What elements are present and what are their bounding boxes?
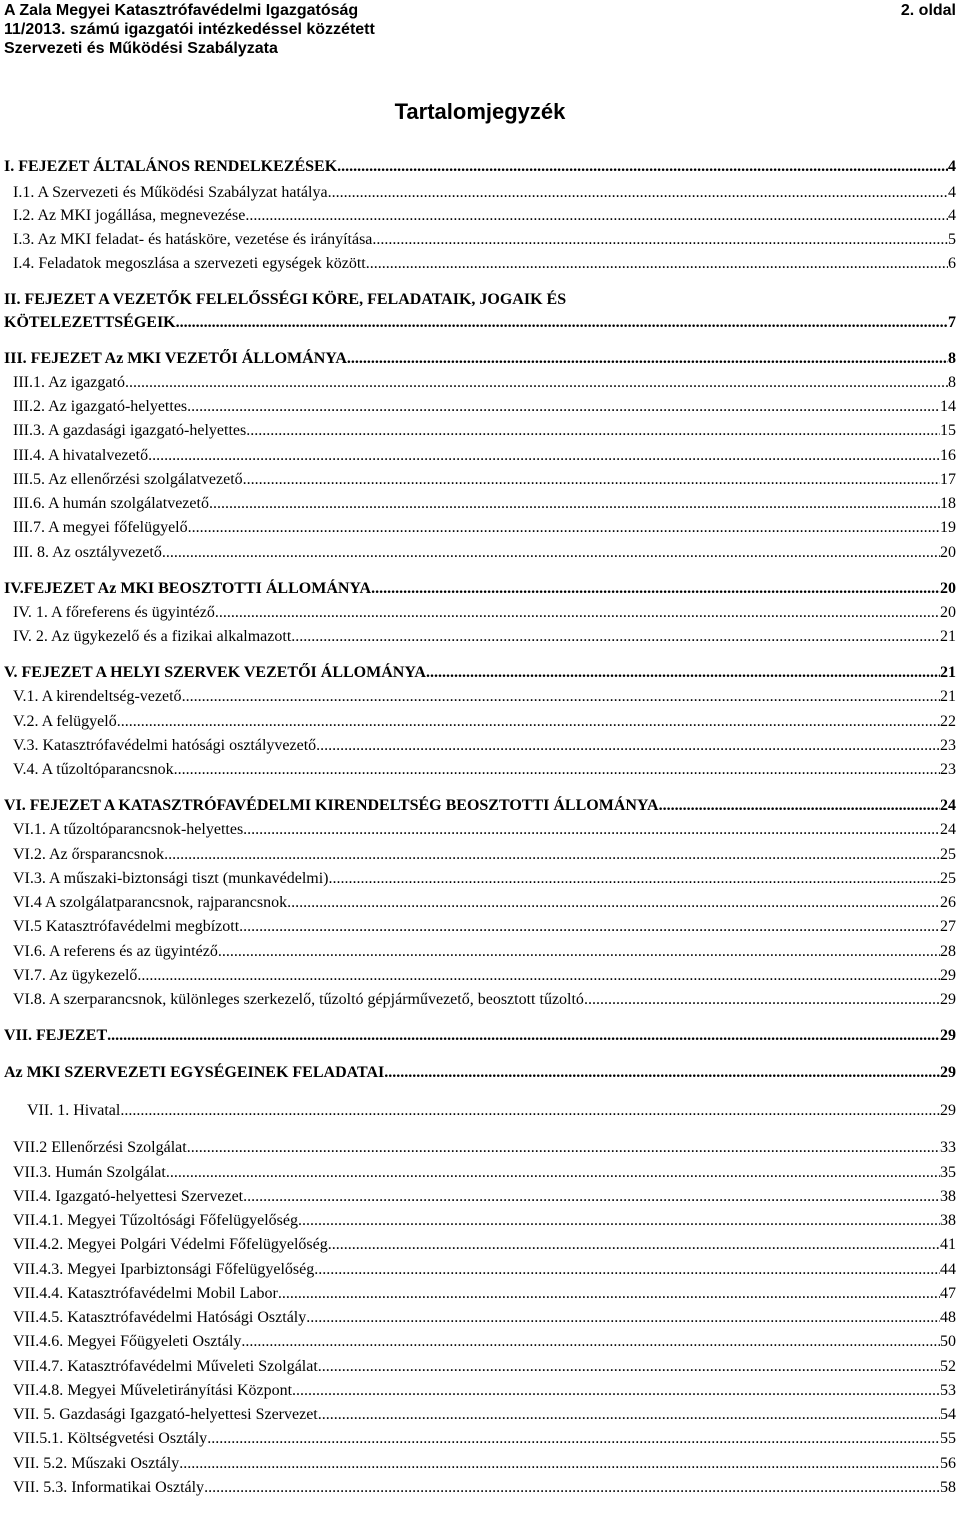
toc-entry-title: VII.4.5. Katasztrófavédelmi Hatósági Osztály bbox=[13, 1309, 307, 1326]
toc-dot-leader bbox=[166, 1162, 940, 1184]
toc-entry-page: 38 bbox=[940, 1212, 956, 1229]
toc-entry[interactable] bbox=[13, 1283, 956, 1305]
toc-entry-title: VII.2 Ellenőrzési Szolgálat bbox=[13, 1139, 187, 1156]
toc-entry-title: VI. FEJEZET A KATASZTRÓFAVÉDELMI KIRENDELTSÉG BEOSZTOTTI ÁLLOMÁNYA bbox=[4, 797, 659, 814]
toc-dot-leader bbox=[306, 1307, 940, 1329]
toc-entry-page: 24 bbox=[940, 821, 956, 838]
toc-entry-page: 29 bbox=[940, 1102, 956, 1119]
toc-entry-title: IV. 1. A főreferens és ügyintéző bbox=[13, 604, 215, 621]
toc-entry-page: 15 bbox=[940, 422, 956, 439]
toc-dot-leader bbox=[107, 1025, 940, 1047]
toc-entry-page: 20 bbox=[940, 580, 956, 597]
toc-entry-page: 14 bbox=[940, 398, 956, 415]
toc-entry-page: 54 bbox=[940, 1406, 956, 1423]
toc-entry[interactable] bbox=[13, 1380, 956, 1402]
header-institution: A Zala Megyei Katasztrófavédelmi Igazgatóság bbox=[4, 2, 359, 19]
toc-entry-page: 55 bbox=[940, 1430, 956, 1447]
toc-entry[interactable] bbox=[13, 626, 956, 648]
toc-entry[interactable] bbox=[13, 396, 956, 418]
header-decree: 11/2013. számú igazgatói intézkedéssel közzétett bbox=[4, 21, 375, 38]
toc-entry-page: 38 bbox=[940, 1188, 956, 1205]
toc-entry-page: 8 bbox=[948, 350, 956, 367]
toc-dot-leader bbox=[188, 517, 940, 539]
toc-dot-leader bbox=[384, 1062, 940, 1084]
toc-dot-leader bbox=[162, 542, 940, 564]
toc-entry-title: VII.4.4. Katasztrófavédelmi Mobil Labor bbox=[13, 1285, 278, 1302]
toc-entry[interactable] bbox=[13, 602, 956, 624]
toc-entry[interactable] bbox=[27, 1100, 956, 1122]
toc-entry-title: VII.4.8. Megyei Műveletirányítási Központ bbox=[13, 1382, 293, 1399]
toc-entry[interactable] bbox=[13, 989, 956, 1011]
toc-dot-leader bbox=[426, 662, 940, 684]
toc-dot-leader bbox=[337, 156, 948, 178]
toc-entry[interactable] bbox=[13, 892, 956, 914]
toc-entry[interactable] bbox=[13, 182, 956, 204]
toc-entry-title: VII. FEJEZET bbox=[4, 1027, 108, 1044]
toc-entry-title: VII.4. Igazgató-helyettesi Szervezet bbox=[13, 1188, 244, 1205]
toc-entry[interactable] bbox=[13, 1186, 956, 1208]
toc-entry[interactable] bbox=[13, 844, 956, 866]
toc-dot-leader bbox=[174, 759, 940, 781]
toc-entry-title: VII.4.3. Megyei Iparbiztonsági Főfelügyelőség bbox=[13, 1261, 315, 1278]
toc-entry-page: 27 bbox=[940, 918, 956, 935]
toc-dot-leader bbox=[164, 844, 940, 866]
toc-entry-title: IV. 2. Az ügykezelő és a fizikai alkalmazott bbox=[13, 628, 292, 645]
toc-entry-title: III. FEJEZET Az MKI VEZETŐI ÁLLOMÁNYA bbox=[4, 350, 347, 367]
toc-entry-page: 58 bbox=[940, 1479, 956, 1496]
toc-entry[interactable] bbox=[4, 795, 956, 817]
toc-entry-page: 8 bbox=[948, 374, 956, 391]
toc-entry-title: VI.7. Az ügykezelő bbox=[13, 967, 138, 984]
toc-entry[interactable] bbox=[13, 1477, 956, 1499]
toc-entry[interactable] bbox=[4, 662, 956, 684]
toc-entry[interactable] bbox=[13, 445, 956, 467]
toc-entry-title: III. 8. Az osztályvezető bbox=[13, 544, 162, 561]
toc-entry-title: I. FEJEZET ÁLTALÁNOS RENDELKEZÉSEK bbox=[4, 158, 338, 175]
toc-dot-leader bbox=[204, 1477, 940, 1499]
toc-dot-leader bbox=[278, 1283, 940, 1305]
toc-entry-page: 41 bbox=[940, 1236, 956, 1253]
toc-entry[interactable] bbox=[13, 1234, 956, 1256]
toc-entry-title: I.3. Az MKI feladat- és hatásköre, vezetése és irányítása bbox=[13, 231, 373, 248]
toc-entry-title: VI.1. A tűzoltóparancsnok-helyettes bbox=[13, 821, 244, 838]
toc-entry-page: 28 bbox=[940, 943, 956, 960]
toc-entry-title: Az MKI SZERVEZETI EGYSÉGEINEK FELADATAI bbox=[4, 1064, 385, 1081]
toc-dot-leader bbox=[366, 253, 948, 275]
toc-entry[interactable] bbox=[13, 420, 956, 442]
toc-dot-leader bbox=[241, 1331, 940, 1353]
toc-entry-title: VI.4 A szolgálatparancsnok, rajparancsnok bbox=[13, 894, 288, 911]
toc-dot-leader bbox=[291, 626, 940, 648]
toc-entry[interactable] bbox=[13, 1162, 956, 1184]
toc-entry-title: VII. 5.3. Informatikai Osztály bbox=[13, 1479, 205, 1496]
toc-entry-page: 48 bbox=[940, 1309, 956, 1326]
toc-entry-page: 35 bbox=[940, 1164, 956, 1181]
toc-entry-page: 5 bbox=[948, 231, 956, 248]
toc-entry[interactable] bbox=[13, 965, 956, 987]
toc-dot-leader bbox=[584, 989, 940, 1011]
toc-dot-leader bbox=[176, 312, 948, 334]
toc-entry-page: 4 bbox=[948, 207, 956, 224]
toc-entry[interactable] bbox=[13, 1137, 956, 1159]
toc-entry-title: VII. 5.2. Műszaki Osztály bbox=[13, 1455, 180, 1472]
toc-entry-title: III.2. Az igazgató-helyettes bbox=[13, 398, 188, 415]
toc-entry[interactable] bbox=[4, 156, 956, 178]
toc-dot-leader bbox=[245, 205, 948, 227]
toc-entry-page: 20 bbox=[940, 604, 956, 621]
toc-entry-page: 29 bbox=[940, 991, 956, 1008]
toc-entry-title: V.1. A kirendeltség-vezető bbox=[13, 688, 182, 705]
toc-entry-page: 56 bbox=[940, 1455, 956, 1472]
toc-entry[interactable] bbox=[13, 372, 956, 394]
toc-entry[interactable] bbox=[13, 711, 956, 733]
toc-entry-title: VI.2. Az őrsparancsnok bbox=[13, 846, 165, 863]
toc-dot-leader bbox=[207, 1428, 940, 1450]
toc-entry-page: 6 bbox=[948, 255, 956, 272]
page-header bbox=[0, 0, 960, 58]
toc-entry-title: VII.3. Humán Szolgálat bbox=[13, 1164, 166, 1181]
toc-entry-page: 16 bbox=[940, 447, 956, 464]
toc-entry-page: 20 bbox=[940, 544, 956, 561]
toc-entry-page: 22 bbox=[940, 713, 956, 730]
toc-entry[interactable] bbox=[13, 941, 956, 963]
toc-entry-title: III.7. A megyei főfelügyelő bbox=[13, 519, 188, 536]
toc-dot-leader bbox=[318, 1404, 940, 1426]
toc-entry[interactable] bbox=[4, 578, 956, 600]
toc-entry-page: 29 bbox=[940, 1064, 956, 1081]
toc-entry[interactable] bbox=[13, 1259, 956, 1281]
toc-dot-leader bbox=[372, 229, 948, 251]
toc-dot-leader bbox=[239, 916, 940, 938]
toc-entry[interactable] bbox=[13, 819, 956, 841]
toc-entry-page: 29 bbox=[940, 967, 956, 984]
toc-entry-page: 7 bbox=[948, 314, 956, 331]
toc-entry-page: 47 bbox=[940, 1285, 956, 1302]
toc-entry-page: 33 bbox=[940, 1139, 956, 1156]
toc-entry-title: VI.5 Katasztrófavédelmi megbízott bbox=[13, 918, 240, 935]
toc-entry-title: III.5. Az ellenőrzési szolgálatvezető bbox=[13, 471, 243, 488]
toc-entry-page: 26 bbox=[940, 894, 956, 911]
toc-dot-leader bbox=[117, 711, 940, 733]
toc-entry[interactable] bbox=[4, 1025, 956, 1047]
toc-entry-page: 21 bbox=[940, 688, 956, 705]
toc-entry-page: 17 bbox=[940, 471, 956, 488]
toc-entry[interactable] bbox=[4, 289, 956, 311]
toc-entry-page: 52 bbox=[940, 1358, 956, 1375]
toc-dot-leader bbox=[328, 182, 948, 204]
toc-dot-leader bbox=[371, 578, 940, 600]
header-page-number: 2. oldal bbox=[900, 2, 956, 19]
toc-entry-title: III.4. A hivatalvezető bbox=[13, 447, 149, 464]
toc-dot-leader bbox=[120, 1100, 940, 1122]
toc-entry-page: 4 bbox=[948, 184, 956, 201]
toc-dot-leader bbox=[179, 1453, 940, 1475]
toc-dot-leader bbox=[329, 868, 941, 890]
toc-entry[interactable] bbox=[13, 868, 956, 890]
toc-entry-title: III.1. Az igazgató bbox=[13, 374, 125, 391]
toc-dot-leader bbox=[182, 686, 940, 708]
toc-dot-leader bbox=[187, 396, 940, 418]
toc-entry-title: VII.4.6. Megyei Főügyeleti Osztály bbox=[13, 1333, 242, 1350]
toc-entry[interactable] bbox=[13, 759, 956, 781]
toc-dot-leader bbox=[314, 1259, 940, 1281]
toc-entry-title: II. FEJEZET A VEZETŐK FELELŐSSÉGI KÖRE, FELADATAIK, JOGAIK ÉS bbox=[4, 291, 567, 308]
toc-dot-leader bbox=[659, 795, 940, 817]
toc-entry-page: 44 bbox=[940, 1261, 956, 1278]
toc-entry-title: VI.8. A szerparancsnok, különleges szerkezelő, tűzoltó gépjárművezető, beosztott tűzoltó bbox=[13, 991, 584, 1008]
toc-dot-leader bbox=[246, 420, 940, 442]
toc-dot-leader bbox=[243, 819, 940, 841]
toc-entry[interactable] bbox=[4, 1062, 956, 1084]
toc-dot-leader bbox=[148, 445, 940, 467]
toc-dot-leader bbox=[318, 1356, 940, 1378]
toc-entry-title: V.2. A felügyelő bbox=[13, 713, 117, 730]
toc-entry[interactable] bbox=[13, 1356, 956, 1378]
toc-entry-page: 21 bbox=[940, 628, 956, 645]
toc-entry-title: V.4. A tűzoltóparancsnok bbox=[13, 761, 174, 778]
toc-entry-title: III.6. A humán szolgálatvezető bbox=[13, 495, 209, 512]
toc-entry-title: VII. 5. Gazdasági Igazgató-helyettesi Szervezet bbox=[13, 1406, 318, 1423]
toc-dot-leader bbox=[218, 941, 940, 963]
toc-dot-leader bbox=[298, 1210, 940, 1232]
toc-entry-page: 24 bbox=[940, 797, 956, 814]
toc-entry-title: VII.4.7. Katasztrófavédelmi Műveleti Szolgálat bbox=[13, 1358, 318, 1375]
toc-entry[interactable] bbox=[13, 517, 956, 539]
toc-entry-page: 29 bbox=[940, 1027, 956, 1044]
toc-entry-page: 21 bbox=[940, 664, 956, 681]
toc-entry-title: VII.5.1. Költségvetési Osztály bbox=[13, 1430, 208, 1447]
toc-dot-leader bbox=[347, 348, 948, 370]
toc-entry[interactable] bbox=[13, 1331, 956, 1353]
toc-entry[interactable] bbox=[13, 916, 956, 938]
toc-entry-title: VII. 1. Hivatal bbox=[27, 1102, 121, 1119]
toc-entry-title: VII.4.1. Megyei Tűzoltósági Főfelügyelőség bbox=[13, 1212, 298, 1229]
toc-dot-leader bbox=[137, 965, 940, 987]
toc-entry-title: III.3. A gazdasági igazgató-helyettes bbox=[13, 422, 247, 439]
toc-entry[interactable] bbox=[13, 1210, 956, 1232]
toc-entry[interactable] bbox=[13, 1453, 956, 1475]
toc-entry-page: 50 bbox=[940, 1333, 956, 1350]
toc-entry-title: I.1. A Szervezeti és Működési Szabályzat hatálya bbox=[13, 184, 328, 201]
toc-entry-page: 18 bbox=[940, 495, 956, 512]
toc-entry[interactable] bbox=[4, 312, 956, 334]
toc-dot-leader bbox=[243, 469, 940, 491]
toc-entry-title: V.3. Katasztrófavédelmi hatósági osztályvezető bbox=[13, 737, 317, 754]
toc-entry[interactable] bbox=[13, 253, 956, 275]
toc-entry[interactable] bbox=[13, 469, 956, 491]
toc-entry-title: VI.6. A referens és az ügyintéző bbox=[13, 943, 218, 960]
toc-entry-page: 23 bbox=[940, 737, 956, 754]
toc-entry[interactable] bbox=[13, 1428, 956, 1450]
toc-entry[interactable] bbox=[13, 229, 956, 251]
toc-entry-page: 53 bbox=[940, 1382, 956, 1399]
toc-dot-leader bbox=[243, 1186, 940, 1208]
toc-entry-title: V. FEJEZET A HELYI SZERVEK VEZETŐI ÁLLOMÁNYA bbox=[4, 664, 426, 681]
toc-dot-leader bbox=[125, 372, 948, 394]
toc-entry-page: 25 bbox=[940, 846, 956, 863]
header-document-title: Szervezeti és Működési Szabályzata bbox=[4, 40, 278, 57]
toc-dot-leader bbox=[328, 1234, 940, 1256]
toc-dot-leader bbox=[187, 1137, 940, 1159]
toc-entry[interactable] bbox=[13, 1404, 956, 1426]
toc-dot-leader bbox=[287, 892, 940, 914]
toc-entry[interactable] bbox=[13, 686, 956, 708]
toc-entry[interactable] bbox=[13, 1307, 956, 1329]
toc-entry-page: 19 bbox=[940, 519, 956, 536]
toc-entry-title: VII.4.2. Megyei Polgári Védelmi Főfelügyelőség bbox=[13, 1236, 328, 1253]
toc-title: Tartalomjegyzék bbox=[394, 99, 566, 124]
toc-entry[interactable] bbox=[13, 542, 956, 564]
toc-entry[interactable] bbox=[13, 205, 956, 227]
toc-entry-page: 25 bbox=[940, 870, 956, 887]
toc-entry-title: VI.3. A műszaki-biztonsági tiszt (munkavédelmi) bbox=[13, 870, 329, 887]
toc-entry[interactable] bbox=[13, 493, 956, 515]
toc-entry-title: KÖTELEZETTSÉGEIK bbox=[4, 314, 176, 331]
toc-entry-page: 4 bbox=[948, 158, 956, 175]
toc-entry[interactable] bbox=[4, 348, 956, 370]
toc-dot-leader bbox=[292, 1380, 940, 1402]
toc-dot-leader bbox=[215, 602, 940, 624]
toc-dot-leader bbox=[316, 735, 940, 757]
toc-entry-title: IV.FEJEZET Az MKI BEOSZTOTTI ÁLLOMÁNYA bbox=[4, 580, 372, 597]
toc-entry-title: I.4. Feladatok megoszlása a szervezeti egységek között bbox=[13, 255, 366, 272]
toc-entry-page: 23 bbox=[940, 761, 956, 778]
toc-entry[interactable] bbox=[13, 735, 956, 757]
toc-dot-leader bbox=[209, 493, 940, 515]
toc-entry-title: I.2. Az MKI jogállása, megnevezése bbox=[13, 207, 246, 224]
